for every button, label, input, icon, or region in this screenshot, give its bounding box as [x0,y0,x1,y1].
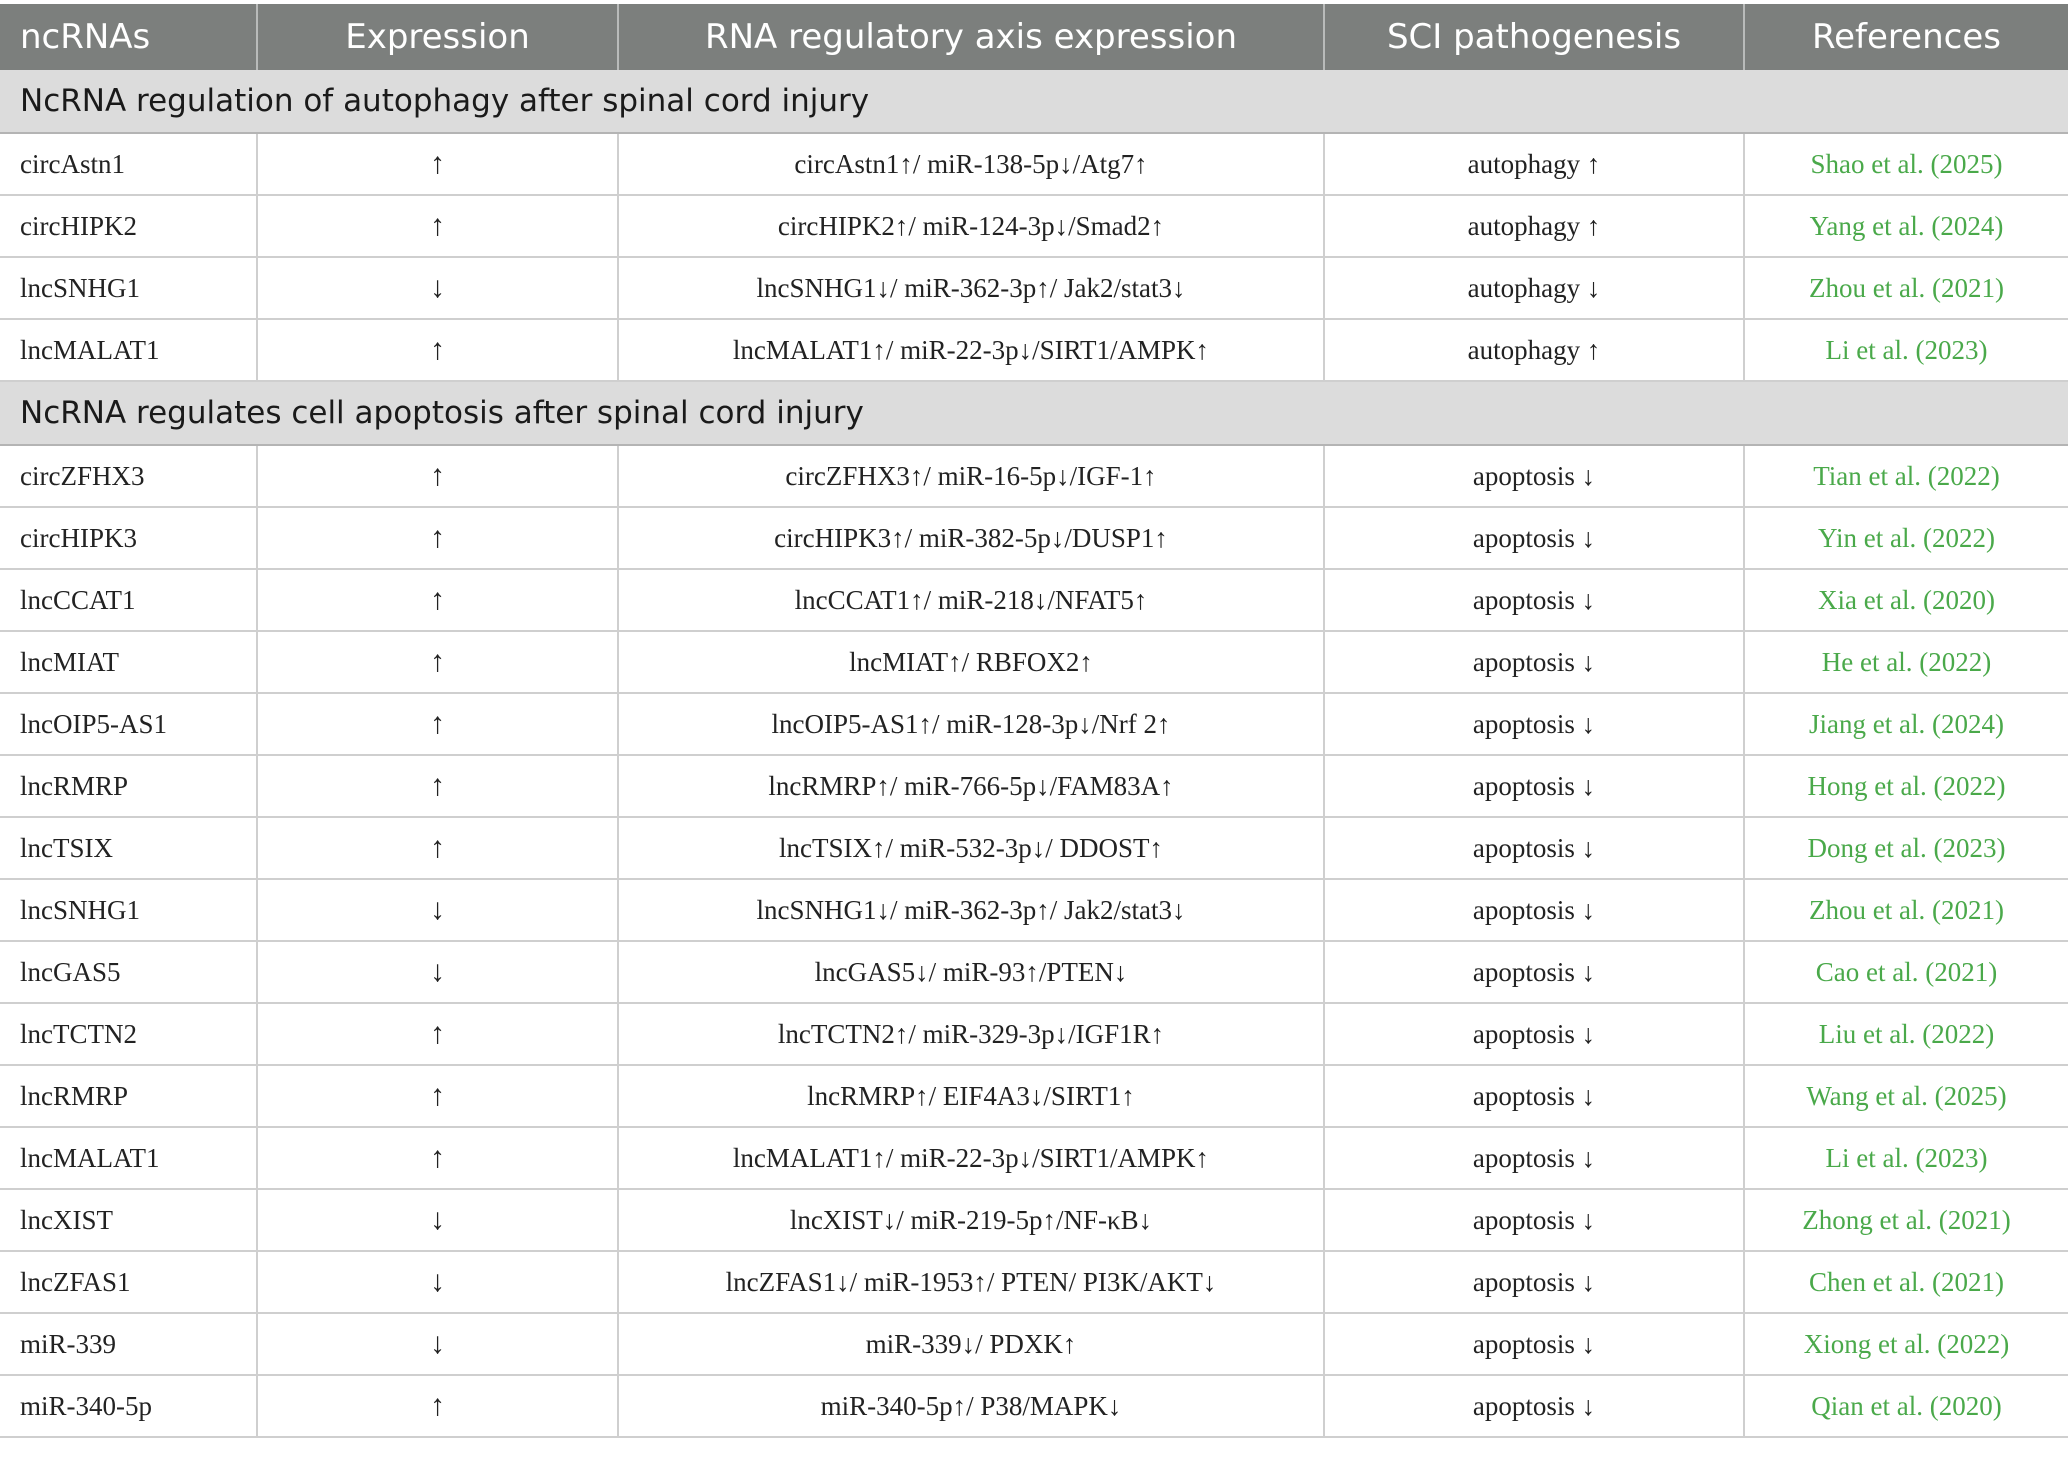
cell-reference-link[interactable]: Zhong et al. (2021) [1744,1189,2068,1251]
cell-ncrna: lncMALAT1 [0,1127,257,1189]
table-row [0,569,2068,631]
cell-reference-link[interactable]: Jiang et al. (2024) [1744,693,2068,755]
table-row [0,1065,2068,1127]
cell-axis: lncMIAT↑/ RBFOX2↑ [618,631,1324,693]
table-row [0,755,2068,817]
table-row [0,1251,2068,1313]
cell-reference-link[interactable]: Wang et al. (2025) [1744,1065,2068,1127]
table-row [0,693,2068,755]
ncrna-table [0,4,2068,1438]
cell-axis: circZFHX3↑/ miR-16-5p↓/IGF-1↑ [618,445,1324,507]
cell-axis: circHIPK3↑/ miR-382-5p↓/DUSP1↑ [618,507,1324,569]
cell-expression: ↑ [257,693,618,755]
table-row [0,941,2068,1003]
header-row [0,4,2068,70]
cell-ncrna: circHIPK2 [0,195,257,257]
cell-reference-link[interactable]: Li et al. (2023) [1744,319,2068,381]
cell-expression: ↓ [257,1313,618,1375]
section-row [0,381,2068,445]
cell-reference-link[interactable]: Zhou et al. (2021) [1744,879,2068,941]
header-expression: Expression [257,4,618,70]
table-row [0,817,2068,879]
cell-expression: ↓ [257,941,618,1003]
cell-expression: ↓ [257,257,618,319]
cell-expression: ↑ [257,817,618,879]
cell-ncrna: lncSNHG1 [0,257,257,319]
table-row [0,319,2068,381]
cell-axis: lncTCTN2↑/ miR-329-3p↓/IGF1R↑ [618,1003,1324,1065]
header-references: References [1744,4,2068,70]
cell-ncrna: lncRMRP [0,1065,257,1127]
cell-reference-link[interactable]: Yin et al. (2022) [1744,507,2068,569]
cell-expression: ↑ [257,755,618,817]
cell-reference-link[interactable]: Hong et al. (2022) [1744,755,2068,817]
cell-pathogenesis: autophagy ↓ [1324,257,1744,319]
table-row [0,1127,2068,1189]
cell-pathogenesis: apoptosis ↓ [1324,755,1744,817]
cell-pathogenesis: apoptosis ↓ [1324,569,1744,631]
cell-pathogenesis: apoptosis ↓ [1324,1313,1744,1375]
table-row [0,133,2068,195]
cell-ncrna: lncZFAS1 [0,1251,257,1313]
cell-ncrna: lncRMRP [0,755,257,817]
cell-reference-link[interactable]: Dong et al. (2023) [1744,817,2068,879]
cell-reference-link[interactable]: Li et al. (2023) [1744,1127,2068,1189]
cell-expression: ↑ [257,1375,618,1437]
cell-ncrna: lncTSIX [0,817,257,879]
cell-expression: ↑ [257,569,618,631]
cell-reference-link[interactable]: Chen et al. (2021) [1744,1251,2068,1313]
table-row [0,1313,2068,1375]
cell-pathogenesis: apoptosis ↓ [1324,631,1744,693]
cell-axis: lncCCAT1↑/ miR-218↓/NFAT5↑ [618,569,1324,631]
cell-reference-link[interactable]: Yang et al. (2024) [1744,195,2068,257]
table-row [0,631,2068,693]
cell-ncrna: lncMALAT1 [0,319,257,381]
table-row [0,445,2068,507]
cell-expression: ↑ [257,507,618,569]
cell-pathogenesis: apoptosis ↓ [1324,1003,1744,1065]
cell-axis: lncZFAS1↓/ miR-1953↑/ PTEN/ PI3K/AKT↓ [618,1251,1324,1313]
cell-axis: circAstn1↑/ miR-138-5p↓/Atg7↑ [618,133,1324,195]
cell-pathogenesis: apoptosis ↓ [1324,693,1744,755]
cell-expression: ↑ [257,319,618,381]
cell-pathogenesis: autophagy ↑ [1324,133,1744,195]
cell-expression: ↑ [257,195,618,257]
cell-axis: lncRMRP↑/ miR-766-5p↓/FAM83A↑ [618,755,1324,817]
cell-reference-link[interactable]: Tian et al. (2022) [1744,445,2068,507]
cell-axis: lncOIP5-AS1↑/ miR-128-3p↓/Nrf 2↑ [618,693,1324,755]
cell-ncrna: lncXIST [0,1189,257,1251]
cell-axis: circHIPK2↑/ miR-124-3p↓/Smad2↑ [618,195,1324,257]
cell-ncrna: circHIPK3 [0,507,257,569]
table-header [0,4,2068,70]
cell-reference-link[interactable]: Qian et al. (2020) [1744,1375,2068,1437]
cell-ncrna: miR-339 [0,1313,257,1375]
table-row [0,879,2068,941]
cell-pathogenesis: autophagy ↑ [1324,319,1744,381]
cell-expression: ↓ [257,1189,618,1251]
cell-ncrna: miR-340-5p [0,1375,257,1437]
table-row [0,1375,2068,1437]
cell-axis: lncSNHG1↓/ miR-362-3p↑/ Jak2/stat3↓ [618,257,1324,319]
table-row [0,195,2068,257]
table-row [0,1003,2068,1065]
cell-pathogenesis: apoptosis ↓ [1324,879,1744,941]
cell-pathogenesis: apoptosis ↓ [1324,1251,1744,1313]
cell-expression: ↓ [257,879,618,941]
table-row [0,1189,2068,1251]
cell-ncrna: lncSNHG1 [0,879,257,941]
table-row [0,507,2068,569]
cell-ncrna: lncTCTN2 [0,1003,257,1065]
cell-pathogenesis: apoptosis ↓ [1324,817,1744,879]
table-row [0,257,2068,319]
header-axis: RNA regulatory axis expression [618,4,1324,70]
cell-expression: ↑ [257,631,618,693]
header-pathogenesis: SCI pathogenesis [1324,4,1744,70]
cell-axis: miR-339↓/ PDXK↑ [618,1313,1324,1375]
cell-axis: lncGAS5↓/ miR-93↑/PTEN↓ [618,941,1324,1003]
cell-pathogenesis: apoptosis ↓ [1324,941,1744,1003]
cell-ncrna: lncOIP5-AS1 [0,693,257,755]
section-title: NcRNA regulates cell apoptosis after spinal cord injury [0,381,2068,445]
cell-pathogenesis: apoptosis ↓ [1324,445,1744,507]
cell-axis: lncRMRP↑/ EIF4A3↓/SIRT1↑ [618,1065,1324,1127]
cell-ncrna: lncCCAT1 [0,569,257,631]
cell-expression: ↑ [257,1127,618,1189]
cell-axis: lncSNHG1↓/ miR-362-3p↑/ Jak2/stat3↓ [618,879,1324,941]
header-ncrnas: ncRNAs [0,4,257,70]
cell-pathogenesis: autophagy ↑ [1324,195,1744,257]
cell-reference-link[interactable]: Zhou et al. (2021) [1744,257,2068,319]
cell-axis: lncXIST↓/ miR-219-5p↑/NF-κB↓ [618,1189,1324,1251]
cell-expression: ↑ [257,1003,618,1065]
cell-axis: lncMALAT1↑/ miR-22-3p↓/SIRT1/AMPK↑ [618,319,1324,381]
cell-reference-link[interactable]: Xia et al. (2020) [1744,569,2068,631]
cell-expression: ↑ [257,1065,618,1127]
cell-reference-link[interactable]: Shao et al. (2025) [1744,133,2068,195]
cell-ncrna: lncMIAT [0,631,257,693]
cell-pathogenesis: apoptosis ↓ [1324,1065,1744,1127]
cell-reference-link[interactable]: Cao et al. (2021) [1744,941,2068,1003]
cell-ncrna: lncGAS5 [0,941,257,1003]
cell-expression: ↑ [257,133,618,195]
cell-reference-link[interactable]: Xiong et al. (2022) [1744,1313,2068,1375]
cell-pathogenesis: apoptosis ↓ [1324,1127,1744,1189]
section-row [0,70,2068,133]
cell-expression: ↓ [257,1251,618,1313]
cell-pathogenesis: apoptosis ↓ [1324,1189,1744,1251]
cell-pathogenesis: apoptosis ↓ [1324,1375,1744,1437]
cell-ncrna: circZFHX3 [0,445,257,507]
cell-expression: ↑ [257,445,618,507]
cell-reference-link[interactable]: Liu et al. (2022) [1744,1003,2068,1065]
table-body [0,70,2068,1437]
cell-axis: miR-340-5p↑/ P38/MAPK↓ [618,1375,1324,1437]
cell-axis: lncMALAT1↑/ miR-22-3p↓/SIRT1/AMPK↑ [618,1127,1324,1189]
cell-reference-link[interactable]: He et al. (2022) [1744,631,2068,693]
cell-ncrna: circAstn1 [0,133,257,195]
cell-axis: lncTSIX↑/ miR-532-3p↓/ DDOST↑ [618,817,1324,879]
section-title: NcRNA regulation of autophagy after spinal cord injury [0,70,2068,133]
cell-pathogenesis: apoptosis ↓ [1324,507,1744,569]
